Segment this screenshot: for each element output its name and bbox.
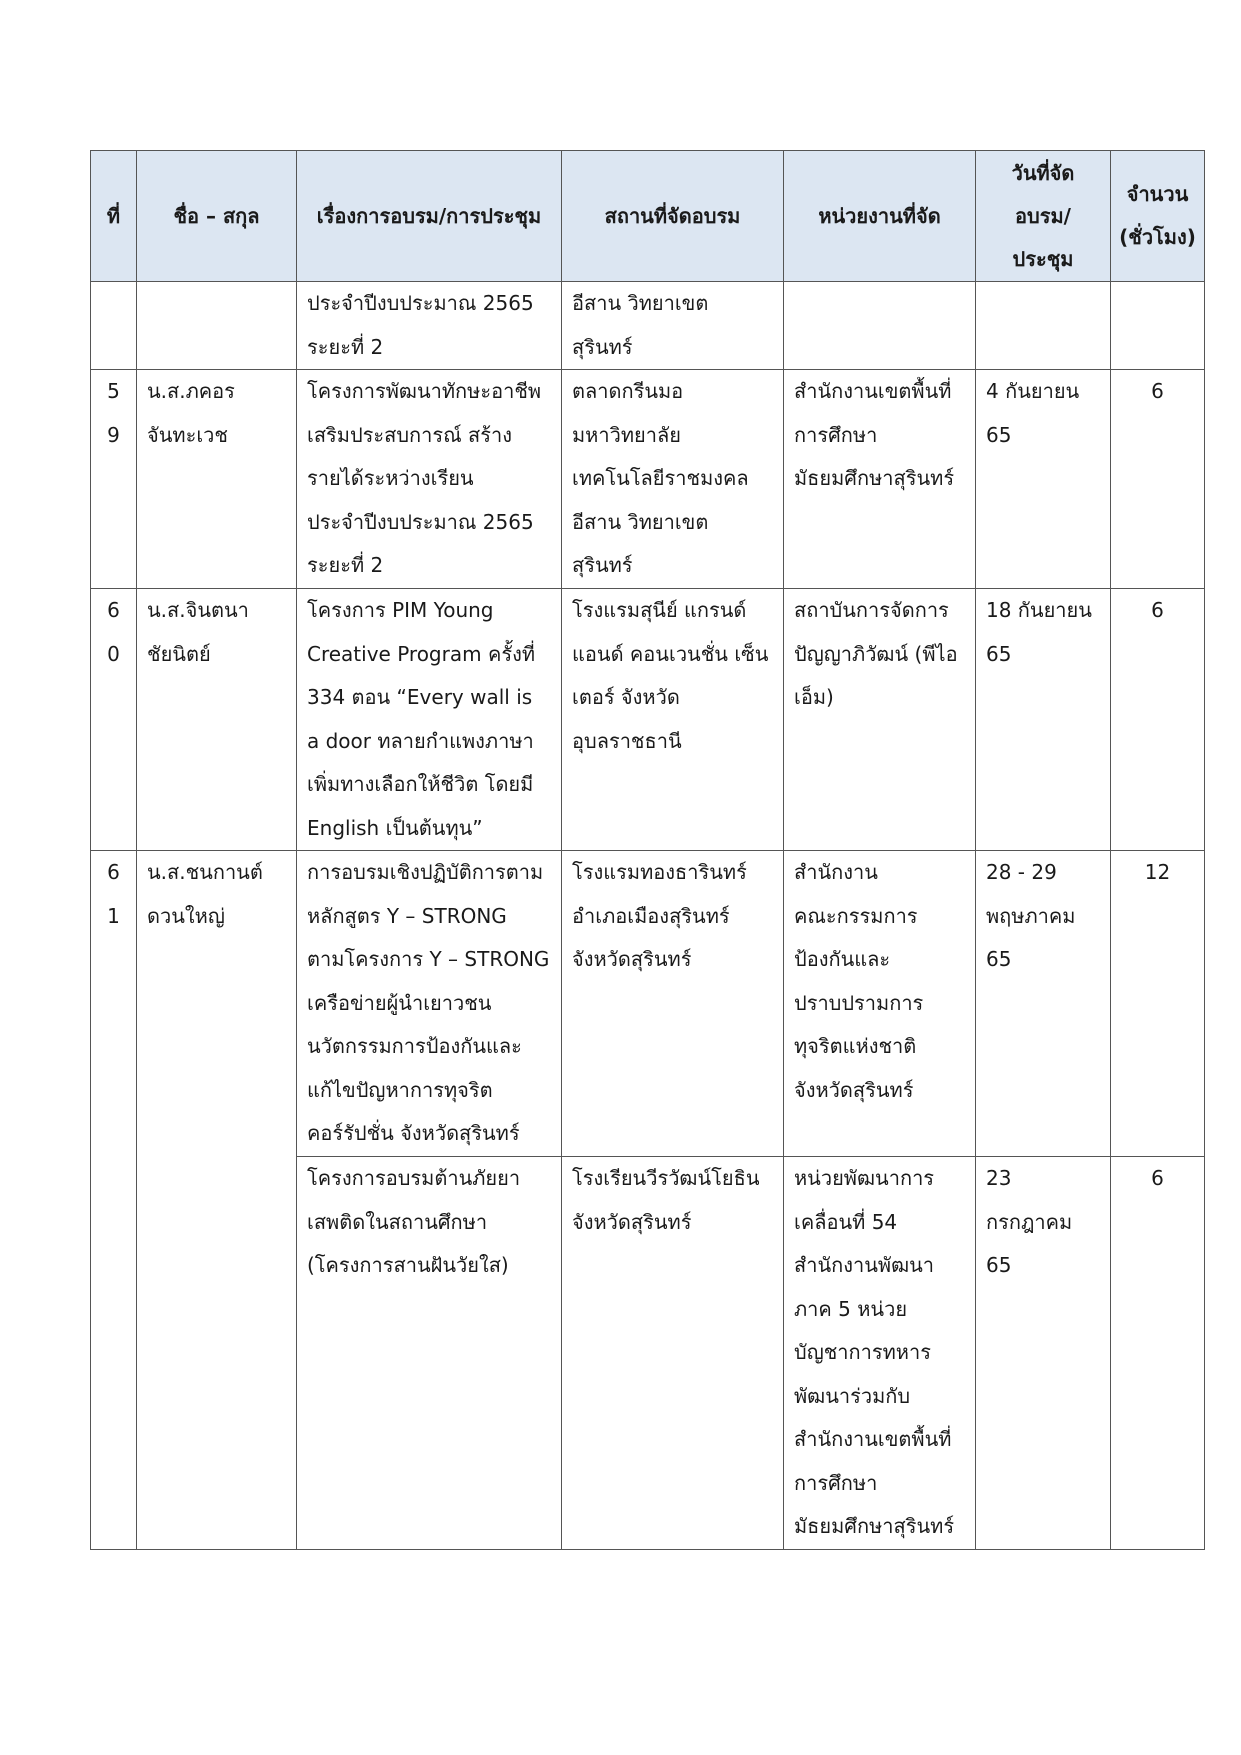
cell-hours: 6 bbox=[1111, 1157, 1205, 1550]
cell-name: น.ส.ชนกานต์ ดวนใหญ่ bbox=[137, 851, 297, 1550]
cell-date bbox=[976, 282, 1111, 370]
cell-no: 60 bbox=[91, 589, 137, 851]
cell-venue: โรงแรมทองธารินทร์ อำเภอเมืองสุรินทร์ จังหวัดสุรินทร์ bbox=[562, 851, 784, 1157]
cell-no: 59 bbox=[91, 370, 137, 589]
cell-date: 23 กรกฎาคม 65 bbox=[976, 1157, 1111, 1550]
cell-date: 18 กันยายน 65 bbox=[976, 589, 1111, 851]
cell-no bbox=[91, 282, 137, 370]
cell-name: น.ส.ภคอร จันทะเวช bbox=[137, 370, 297, 589]
cell-topic: โครงการอบรมต้านภัยยา เสพติดในสถานศึกษา (โครงการสานฝันวัยใส) bbox=[297, 1157, 562, 1550]
cell-organizer bbox=[784, 282, 976, 370]
cell-topic: โครงการพัฒนาทักษะอาชีพ เสริมประสบการณ์ สร้าง รายได้ระหว่างเรียน ประจำปีงบประมาณ 2565 ระยะที่ 2 bbox=[297, 370, 562, 589]
table-row bbox=[91, 851, 1205, 1157]
table-row bbox=[91, 589, 1205, 851]
cell-topic: โครงการ PIM Young Creative Program ครั้งที่ 334 ตอน “Every wall is a door ทลายกำแพงภาษา เพิ่มทางเลือกให้ชีวิต โดยมี English เป็นต้นทุน” bbox=[297, 589, 562, 851]
training-record-table bbox=[90, 150, 1205, 1550]
table-header-row bbox=[91, 151, 1205, 282]
cell-venue: อีสาน วิทยาเขต สุรินทร์ bbox=[562, 282, 784, 370]
cell-name: น.ส.จินตนา ชัยนิตย์ bbox=[137, 589, 297, 851]
header-venue: สถานที่จัดอบรม bbox=[562, 151, 784, 282]
header-topic: เรื่องการอบรม/การประชุม bbox=[297, 151, 562, 282]
cell-organizer: สถาบันการจัดการ ปัญญาภิวัฒน์ (พีไอ เอ็ม) bbox=[784, 589, 976, 851]
cell-venue: โรงแรมสุนีย์ แกรนด์ แอนด์ คอนเวนชั่น เซ็น เตอร์ จังหวัด อุบลราชธานี bbox=[562, 589, 784, 851]
cell-topic: ประจำปีงบประมาณ 2565 ระยะที่ 2 bbox=[297, 282, 562, 370]
table-row bbox=[91, 370, 1205, 589]
cell-venue: โรงเรียนวีรวัฒน์โยธิน จังหวัดสุรินทร์ bbox=[562, 1157, 784, 1550]
cell-name bbox=[137, 282, 297, 370]
cell-hours: 12 bbox=[1111, 851, 1205, 1157]
cell-organizer: สำนักงานเขตพื้นที่ การศึกษา มัธยมศึกษาสุรินทร์ bbox=[784, 370, 976, 589]
cell-hours: 6 bbox=[1111, 370, 1205, 589]
header-name: ชื่อ – สกุล bbox=[137, 151, 297, 282]
cell-date: 4 กันยายน 65 bbox=[976, 370, 1111, 589]
header-no: ที่ bbox=[91, 151, 137, 282]
cell-organizer: สำนักงาน คณะกรรมการ ป้องกันและ ปราบปรามการ ทุจริตแห่งชาติ จังหวัดสุรินทร์ bbox=[784, 851, 976, 1157]
header-date: วันที่จัด อบรม/ ประชุม bbox=[976, 151, 1111, 282]
cell-date: 28 - 29 พฤษภาคม 65 bbox=[976, 851, 1111, 1157]
cell-organizer: หน่วยพัฒนาการ เคลื่อนที่ 54 สำนักงานพัฒนา ภาค 5 หน่วย บัญชาการทหาร พัฒนาร่วมกับ สำนักงานเขตพื้นที่ การศึกษา มัธยมศึกษาสุรินทร์ bbox=[784, 1157, 976, 1550]
cell-no: 61 bbox=[91, 851, 137, 1550]
header-organizer: หน่วยงานที่จัด bbox=[784, 151, 976, 282]
cell-venue: ตลาดกรีนมอ มหาวิทยาลัย เทคโนโลยีราชมงคล อีสาน วิทยาเขต สุรินทร์ bbox=[562, 370, 784, 589]
cell-hours bbox=[1111, 282, 1205, 370]
header-hours: จำนวน (ชั่วโมง) bbox=[1111, 151, 1205, 282]
cell-topic: การอบรมเชิงปฏิบัติการตาม หลักสูตร Y – STRONG ตามโครงการ Y – STRONG เครือข่ายผู้นำเยาวชน นวัตกรรมการป้องกันและ แก้ไขปัญหาการทุจริต คอร์รัปชั่น จังหวัดสุรินทร์ bbox=[297, 851, 562, 1157]
table-row bbox=[91, 282, 1205, 370]
cell-hours: 6 bbox=[1111, 589, 1205, 851]
